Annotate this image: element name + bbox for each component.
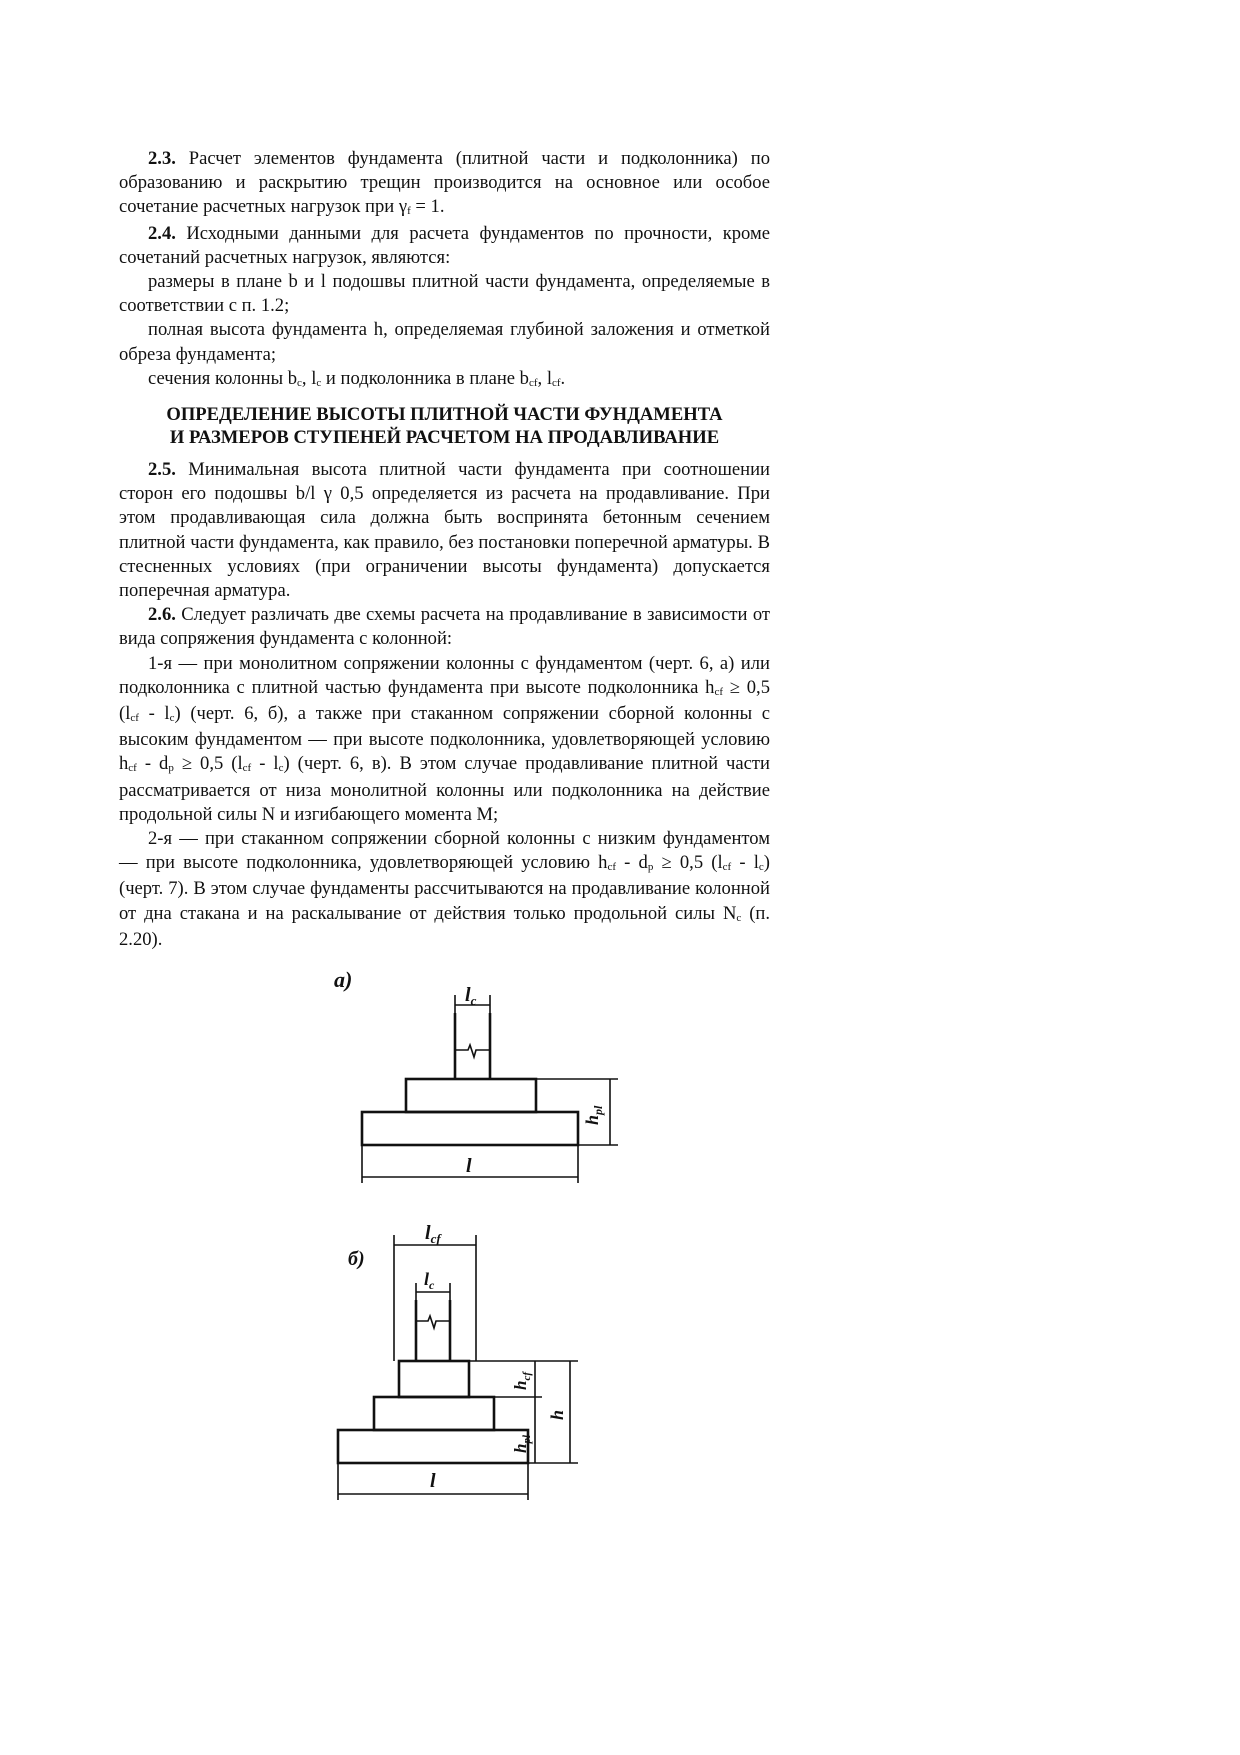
- list-item-plan-dimensions: размеры в плане b и l подошвы плитной части фундамента, определяемые в соответствии с п. 1.2;: [119, 271, 770, 317]
- paragraph-text: , l: [537, 367, 552, 389]
- subscript: c: [736, 911, 742, 924]
- dim-sub: pl: [521, 1434, 533, 1444]
- clause-number: 2.5.: [148, 459, 176, 481]
- paragraph-text: (п. 2.20).: [119, 902, 770, 950]
- paragraph-text: 1-я — при монолитном сопряжении колонны с фундаментом (черт. 6, а) или подколонника с плитной частью фундамента при высоте подколонника h: [119, 652, 770, 698]
- paragraph-text: - l: [138, 703, 170, 725]
- svg-text:lcf: [425, 1222, 442, 1246]
- list-item-full-height: полная высота фундамента h, определяемая глубиной заложения и отметкой обреза фундамента;: [119, 319, 770, 365]
- paragraph-text: ) (черт. 6, в). В этом случае продавливание плитной части рассматривается от низа монолитной колонны или подколонника на действие продольной силы N и изгибающего момента M;: [119, 753, 770, 825]
- clause-number: 2.6.: [148, 604, 176, 626]
- subscript: cf: [528, 376, 538, 389]
- subcolumn: [399, 1361, 469, 1397]
- paragraph-text: ) (черт. 7). В этом случае фундаменты рассчитываются на продавливание колонной от дна стакана и на раскалывание от действия только продольной силы N: [119, 852, 770, 924]
- column: [416, 1300, 450, 1361]
- figure-a-monolithic-column: [320, 965, 660, 1215]
- paragraph-text: Минимальная высота плитной части фундамента при соотношении сторон его подошвы b/l γ 0,5 определяется из расчета на продавливание. При этом продавливающая сила должна быть воспринята бетонным сечением плитной части фундамента, как правило, без постановки поперечной арматуры. В стесненных условиях (при ограничении высоты фундамента) допускается поперечная арматура.: [119, 459, 770, 602]
- subscript: cf: [242, 762, 252, 775]
- subscript: c: [278, 762, 284, 775]
- subscript: c: [297, 376, 302, 389]
- paragraph-text: , l: [301, 367, 317, 389]
- base-slab: [362, 1112, 578, 1145]
- subscript: cf: [130, 712, 139, 725]
- subscript: p: [168, 762, 174, 775]
- paragraph-text: и подколонника в плане b: [321, 367, 529, 389]
- paragraph-2-6: [119, 603, 770, 651]
- subscript: c: [316, 376, 322, 389]
- clause-number: 2.3.: [148, 148, 176, 169]
- dim-h: h: [582, 1114, 602, 1125]
- paragraph-text: ) (черт. 6, б), а также при стаканном сопряжении сборной колонны с высоким фундаментом — при высоте подколонника, удовлетворяющей условию h: [119, 703, 770, 775]
- paragraph-text: Следует различать две схемы расчета на продавливание в зависимости от вида сопряжения фундамента с колонной:: [119, 604, 770, 650]
- dimension-lc: [416, 1269, 450, 1300]
- paragraph-text: - d: [136, 753, 169, 775]
- dim-sub: cf: [430, 1231, 441, 1246]
- paragraph-2-5: [119, 458, 770, 603]
- dim-h-total: h: [547, 1409, 567, 1420]
- dim-l: l: [465, 984, 471, 1006]
- paragraph-2-3: [119, 147, 770, 222]
- section-heading: [119, 403, 770, 449]
- figure-b-label: б): [348, 1248, 365, 1270]
- paragraph-text: сечения колонны b: [148, 367, 298, 389]
- heading-line-2: И РАЗМЕРОВ СТУПЕНЕЙ РАСЧЕТОМ НА ПРОДАВЛИВАНИЕ: [169, 427, 720, 449]
- dimension-hcf-hpl-h: [469, 1361, 578, 1463]
- subscript: cf: [714, 685, 723, 698]
- paragraph-text: .: [560, 367, 566, 389]
- subscript: p: [647, 861, 654, 874]
- paragraph-text: = 1.: [410, 196, 445, 218]
- middle-step: [374, 1397, 494, 1430]
- dim-l-label: l: [466, 1155, 472, 1177]
- list-item-scheme-1: [119, 652, 770, 827]
- dim-l: l: [425, 1222, 431, 1244]
- svg-text:lc: [465, 984, 477, 1008]
- subscript: cf: [552, 376, 561, 389]
- paragraph-text: ≥ 0,5 (l: [653, 852, 723, 874]
- base-slab: [338, 1430, 528, 1463]
- paragraph-text: - d: [616, 852, 648, 874]
- paragraph-text: - l: [251, 753, 279, 775]
- paragraph-text: ≥ 0,5 (l: [173, 753, 243, 775]
- dim-h: h: [511, 1443, 530, 1453]
- upper-step: [406, 1079, 536, 1112]
- dim-l-label: l: [430, 1470, 436, 1492]
- paragraph-2-4: [119, 222, 770, 270]
- dim-sub: c: [470, 993, 477, 1008]
- figure-b-subcolumn: [320, 1222, 640, 1495]
- list-item-sections: [119, 367, 770, 393]
- subscript: cf: [128, 762, 137, 775]
- subscript: f: [407, 205, 411, 218]
- svg-text:hcf: [511, 1371, 533, 1390]
- paragraph-text: ≥ 0,5 (l: [119, 676, 770, 725]
- dimension-lcf: [394, 1222, 476, 1253]
- figure-a-label: а): [334, 967, 353, 992]
- heading-line-1: ОПРЕДЕЛЕНИЕ ВЫСОТЫ ПЛИТНОЙ ЧАСТИ ФУНДАМЕНТА: [166, 404, 723, 426]
- paragraph-text: Исходными данными для расчета фундаментов по прочности, кроме сочетаний расчетных нагрузок, являются:: [119, 222, 770, 268]
- subscript: c: [169, 712, 175, 725]
- dim-sub: cf: [521, 1371, 533, 1381]
- paragraph-text: - l: [731, 852, 759, 874]
- paragraph-text: Расчет элементов фундамента (плитной части и подколонника) по образованию и раскрытию трещин производится на основное или особое сочетание расчетных нагрузок при γ: [119, 148, 770, 218]
- svg-text:lc: [424, 1269, 435, 1292]
- list-item-scheme-2: [119, 827, 770, 952]
- dim-l: l: [424, 1269, 430, 1289]
- paragraph-text: 2-я — при стаканном сопряжении сборной колонны с низким фундаментом — при высоте подколонника, удовлетворяющей условию h: [119, 828, 770, 874]
- svg-text:hpl: [511, 1434, 533, 1453]
- dimension-lc: [455, 984, 490, 1013]
- subscript: cf: [722, 861, 732, 874]
- document-page: [119, 147, 770, 952]
- dim-sub: pl: [591, 1105, 605, 1115]
- subscript: cf: [607, 861, 617, 874]
- clause-number: 2.4.: [148, 222, 176, 244]
- dimension-l: [338, 1463, 528, 1500]
- dim-h: h: [511, 1380, 530, 1390]
- svg-text:hpl: [582, 1105, 605, 1125]
- column: [455, 1013, 490, 1079]
- dimension-l: [362, 1145, 578, 1183]
- subscript: c: [758, 861, 764, 874]
- dim-sub: c: [429, 1278, 435, 1292]
